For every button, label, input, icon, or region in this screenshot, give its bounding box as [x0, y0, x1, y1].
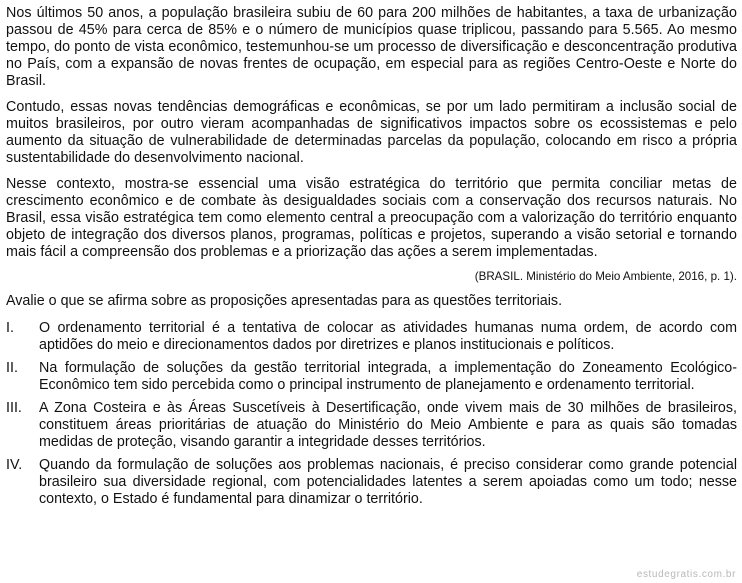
paragraph-1: Nos últimos 50 anos, a população brasileira subiu de 60 para 200 milhões de habitantes, a taxa de urbanização passou de 45% para cerca de 85% e o número de municípios quase triplicou, passando para 5.565. Ao mesmo tempo, do ponto de vista econômico, testemunhou-se um processo de diversificação e desconcentração produtiva no País, com a expansão de novas frentes de ocupação, em especial para as regiões Centro-Oeste e Norte do Brasil.	[6, 5, 737, 89]
proposition-number: I.	[6, 320, 14, 336]
proposition-text: A Zona Costeira e às Áreas Suscetíveis à Desertificação, onde vivem mais de 30 milhões de brasileiros, constituem áreas prioritárias de atuação do Ministério do Meio Ambiente e para as quais são tomadas medidas de proteção, visando garantir a integridade desses territórios.	[39, 400, 737, 450]
proposition-number: IV.	[6, 457, 23, 473]
watermark: estudegratis.com.br	[636, 569, 736, 580]
proposition-text: O ordenamento territorial é a tentativa de colocar as atividades humanas numa ordem, de acordo com aptidões do meio e direcionamentos dados por diretrizes e planos institucionais e políticos.	[39, 320, 737, 353]
proposition-text: Na formulação de soluções da gestão territorial integrada, a implementação do Zoneamento Ecológico-Econômico tem sido percebida como o principal instrumento de planejamento e ordenamento territorial.	[39, 360, 737, 393]
proposition-item	[6, 320, 737, 354]
proposition-number: II.	[6, 360, 18, 376]
question-prompt: Avalie o que se afirma sobre as proposições apresentadas para as questões territoriais.	[6, 293, 563, 309]
proposition-list	[6, 320, 737, 508]
paragraph-3: Nesse contexto, mostra-se essencial uma visão estratégica do território que permita conciliar metas de crescimento econômico e de combate às desigualdades sociais com a conservação dos recursos naturais. No Brasil, essa visão estratégica tem como elemento central a preocupação com a valorização do território enquanto objeto de integração dos diversos planos, programas, políticas e projetos, superando a visão setorial e tornando mais fácil a compreensão dos problemas e a priorização das ações a serem implementadas.	[6, 176, 737, 260]
proposition-item	[6, 457, 737, 508]
paragraph-2: Contudo, essas novas tendências demográficas e econômicas, se por um lado permitiram a inclusão social de muitos brasileiros, por outro vieram acompanhadas de significativos impactos sobre os ecossistemas e pelo aumento da situação de vulnerabilidade de determinadas parcelas da população, colocando em risco a própria sustentabilidade do desenvolvimento nacional.	[6, 99, 737, 166]
proposition-item	[6, 400, 737, 451]
citation: (BRASIL. Ministério do Meio Ambiente, 2016, p. 1).	[474, 270, 737, 283]
proposition-text: Quando da formulação de soluções aos problemas nacionais, é preciso considerar como grande potencial brasileiro sua diversidade regional, com potencialidades latentes a serem apoiadas como um todo; nesse contexto, o Estado é fundamental para dinamizar o território.	[39, 457, 737, 507]
proposition-number: III.	[6, 400, 22, 416]
proposition-item	[6, 360, 737, 394]
document-page	[6, 5, 737, 514]
